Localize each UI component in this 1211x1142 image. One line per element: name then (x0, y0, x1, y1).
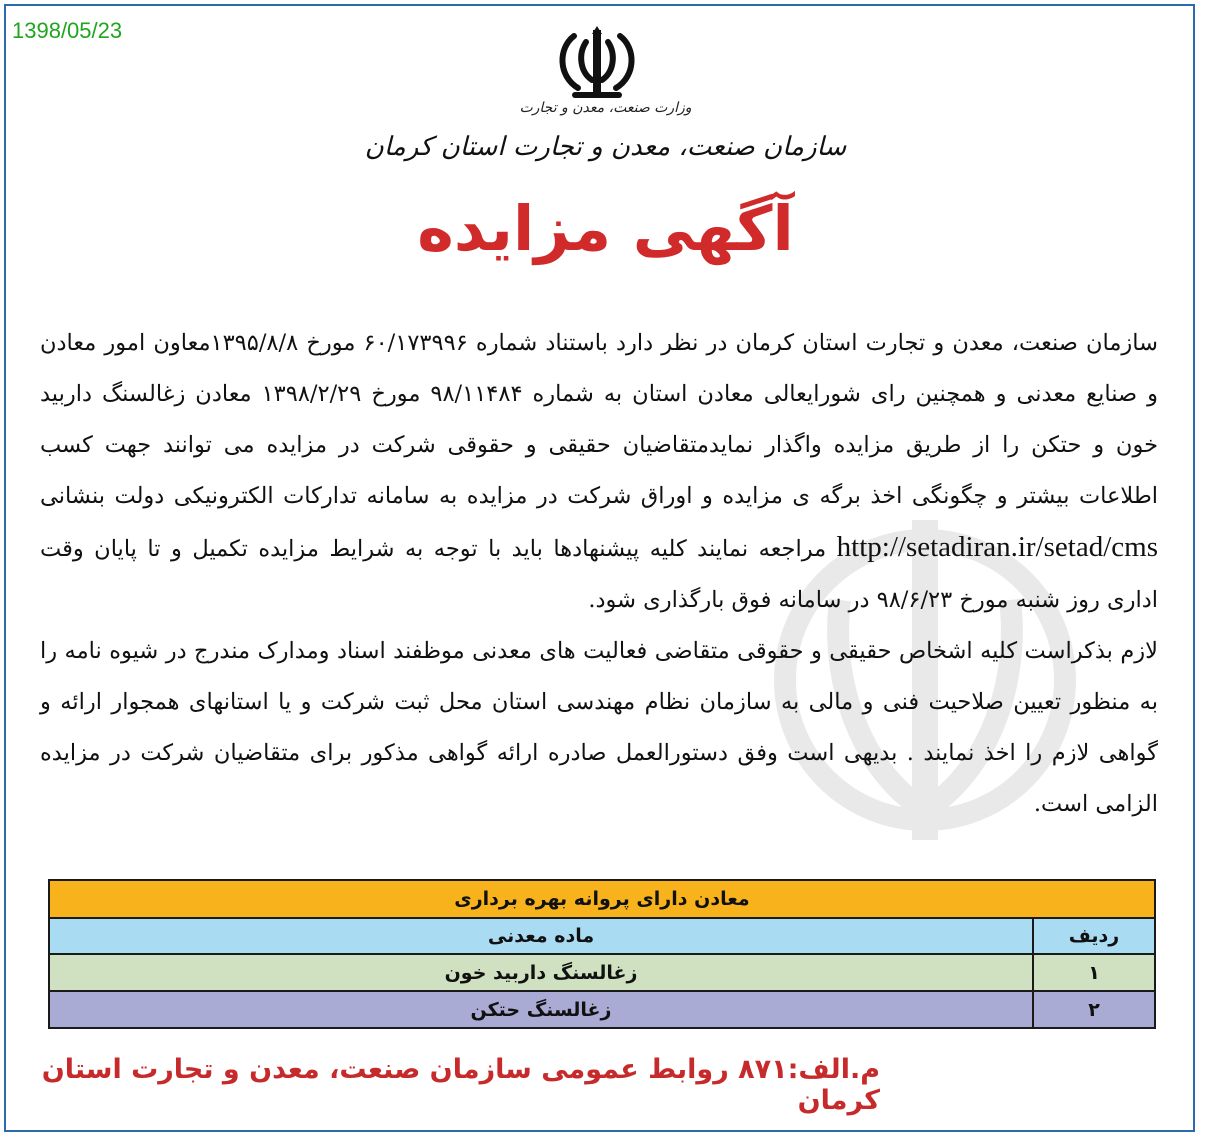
notice-body (40, 318, 1158, 830)
notice-paragraph-2: لازم بذکراست کلیه اشخاص حقیقی و حقوقی متقاضی فعالیت های معدنی موظفند اسناد ومدارک مندرج در شیوه نامه را به منظور تعیین صلاحیت فنی و مالی به سازمان نظام مهندسی استان محل ثبت شرکت و یا استانهای همجوار ارائه و گواهی لازم را اخذ نمایند . بدیهی است وفق دستورالعمل صادره ارائه گواهی مذکور برای متقاضیان شرکت در مزایده الزامی است. (40, 638, 1158, 817)
table-row (49, 954, 1155, 991)
tender-portal-link[interactable]: http://setadiran.ir/setad/cms (836, 531, 1159, 563)
date-stamp: 1398/05/23 (12, 18, 123, 43)
column-header-index: ردیف (1033, 918, 1155, 954)
row-index: ۱ (1033, 954, 1155, 991)
paragraph-1-part-b: مراجعه نمایند کلیه پیشنهادها باید با توجه به شرایط مزایده تکمیل و تا پایان وقت اداری روز شنبه مورخ ۹۸/۶/۲۳ در سامانه فوق بارگذاری شود. (40, 536, 1158, 613)
ministry-subtitle: وزارت صنعت، معدن و تجارت (519, 100, 692, 116)
table-caption-row (49, 880, 1155, 918)
table-header-row (49, 918, 1155, 954)
footer-signature: م.الف:۸۷۱ روابط عمومی سازمان صنعت، معدن و تجارت استان کرمان (41, 1054, 880, 1116)
organization-name: سازمان صنعت، معدن و تجارت استان کرمان (364, 132, 847, 162)
column-header-material: ماده معدنی (49, 918, 1033, 954)
table-caption: معادن دارای پروانه بهره برداری (49, 880, 1155, 918)
iran-emblem-icon (552, 26, 642, 104)
row-index: ۲ (1033, 991, 1155, 1028)
paragraph-1-part-a: سازمان صنعت، معدن و تجارت استان کرمان در نظر دارد باستناد شماره ۶۰/۱۷۳۹۹۶ مورخ ۱۳۹۵/۸/۸معاون امور معادن و صنایع معدنی و همچنین رای شورایعالی معادن استان به شماره ۹۸/۱۱۴۸۴ مورخ ۱۳۹۸/۲/۲۹ معادن زغالسنگ داربید خون و حتکن را از طریق مزایده واگذار نمایدمتقاضیان حقیقی و حقوقی شرکت در مزایده می توانند جهت کسب اطلاعات بیشتر و چگونگی اخذ برگه ی مزایده و اوراق شرکت در مزایده به سامانه تدارکات الکترونیکی دولت بنشانی (40, 330, 1159, 509)
page-title: آگهی مزایده (417, 192, 794, 265)
row-material: زغالسنگ حتکن (49, 991, 1033, 1028)
mines-table (48, 879, 1156, 1029)
table-row (49, 991, 1155, 1028)
row-material: زغالسنگ داربید خون (49, 954, 1033, 991)
notice-paragraph-1 (40, 318, 1158, 626)
